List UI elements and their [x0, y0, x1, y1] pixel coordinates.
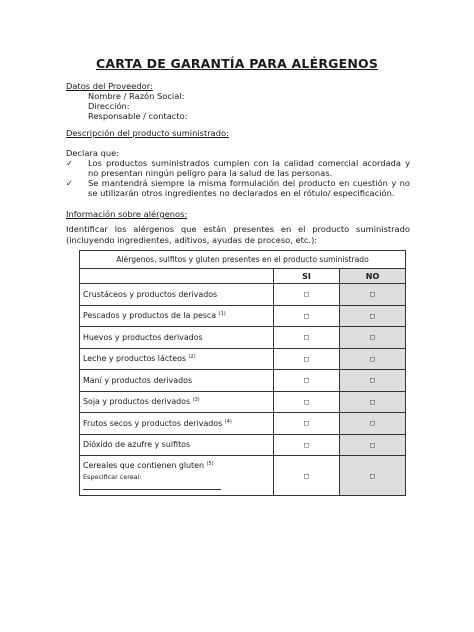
- allergen-label: Dióxido de azufre y sulfitos: [80, 434, 274, 456]
- checkbox-no[interactable]: ◻: [340, 434, 406, 456]
- allergen-label: Frutos secos y productos derivados $^{(4)}$: [80, 413, 274, 435]
- document-title: CARTA DE GARANTÍA PARA ALÉRGENOS: [95, 56, 379, 71]
- specify-cereal-label: Especificar cereal:: [83, 473, 142, 481]
- declaration-item-1: Los productos suministrados cumplen con la calidad comercial acordada y no presentan ningún peligro para la salud de las personas.: [88, 158, 410, 178]
- allergen-label: Cereales que contienen gluten $^{(5)}$ Especificar cereal:: [80, 456, 274, 496]
- specify-cereal-line[interactable]: [83, 489, 221, 490]
- table-row: [80, 391, 406, 413]
- checkbox-no[interactable]: ◻: [340, 413, 406, 435]
- checkbox-yes[interactable]: ◻: [274, 305, 340, 327]
- table-row: [80, 327, 406, 349]
- supplier-name-label: Nombre / Razón Social:: [88, 91, 185, 101]
- checkbox-no[interactable]: ◻: [340, 348, 406, 370]
- allergen-label: Huevos y productos derivados: [80, 327, 274, 349]
- table-row: [80, 434, 406, 456]
- allergen-label: Leche y productos lácteos $^{(2)}$: [80, 348, 274, 370]
- checkbox-no[interactable]: ◻: [340, 305, 406, 327]
- table-row-gluten: [80, 456, 406, 496]
- check-mark-icon: ✓: [66, 158, 73, 168]
- allergen-table: [79, 250, 406, 496]
- allergen-label: Soja y productos derivados $^{(3)}$: [80, 391, 274, 413]
- declaration-item-2: Se mantendrá siempre la misma formulación del producto en cuestión y no se utilizarán otros ingredientes no declarados en el rótulo/ especificación.: [88, 178, 410, 198]
- allergen-info-heading: Información sobre alérgenos:: [66, 209, 188, 219]
- supplier-contact-label: Responsable / contacto:: [88, 111, 188, 121]
- table-row: [80, 370, 406, 392]
- declares-heading: Declara que:: [66, 148, 120, 158]
- allergen-label: Pescados y productos de la pesca $^{(1)}$: [80, 305, 274, 327]
- table-row: [80, 284, 406, 306]
- check-mark-icon: ✓: [66, 178, 73, 188]
- checkbox-no[interactable]: ◻: [340, 456, 406, 496]
- checkbox-no[interactable]: ◻: [340, 391, 406, 413]
- table-row: [80, 348, 406, 370]
- checkbox-yes[interactable]: ◻: [274, 348, 340, 370]
- allergen-label: Crustáceos y productos derivados: [80, 284, 274, 306]
- allergen-instruction: Identificar los alérgenos que están presentes en el producto suministrado (incluyendo ingredientes, aditivos, ayudas de proceso, etc.):: [66, 224, 410, 245]
- checkbox-no[interactable]: ◻: [340, 370, 406, 392]
- table-header: Alérgenos, sulfitos y gluten presentes en el producto suministrado: [80, 251, 406, 269]
- table-row: [80, 413, 406, 435]
- supplier-address-label: Dirección:: [88, 101, 130, 111]
- allergen-label: Maní y productos derivados: [80, 370, 274, 392]
- table-header-blank: [80, 269, 274, 284]
- checkbox-yes[interactable]: ◻: [274, 391, 340, 413]
- checkbox-yes[interactable]: ◻: [274, 456, 340, 496]
- table-row: [80, 305, 406, 327]
- product-description-heading: Descripción del producto suministrado:: [66, 128, 229, 138]
- column-yes: SI: [274, 269, 340, 284]
- checkbox-no[interactable]: ◻: [340, 284, 406, 306]
- checkbox-no[interactable]: ◻: [340, 327, 406, 349]
- checkbox-yes[interactable]: ◻: [274, 413, 340, 435]
- checkbox-yes[interactable]: ◻: [274, 284, 340, 306]
- supplier-heading: Datos del Proveedor:: [66, 81, 153, 91]
- checkbox-yes[interactable]: ◻: [274, 370, 340, 392]
- column-no: NO: [340, 269, 406, 284]
- checkbox-yes[interactable]: ◻: [274, 327, 340, 349]
- checkbox-yes[interactable]: ◻: [274, 434, 340, 456]
